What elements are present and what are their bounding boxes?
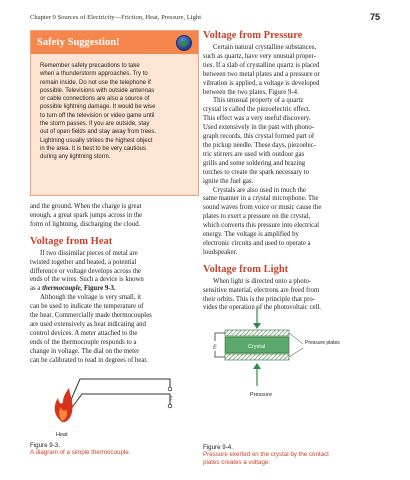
safety-line: to turn off the television or video game until	[40, 112, 155, 119]
safety-line: remain inside. Do not use the telephone if	[40, 79, 151, 86]
text-line: If two dissimilar pieces of metal are	[40, 249, 138, 257]
caption-text: A diagram of a simple thermocouple.	[30, 449, 131, 456]
safety-line: during any lightning storm.	[40, 154, 111, 161]
text-line: ends of the thermocouple responds to a	[30, 338, 137, 346]
pressure-plate-top	[225, 330, 289, 336]
text-line: crystal is called the piezoelectric effect.	[203, 106, 311, 114]
caption-label: Figure 9-3.	[30, 442, 60, 449]
safety-line: or cable connections are also a source of	[40, 96, 150, 103]
text-line: electronic circuits and used to operate a	[203, 239, 311, 247]
text-line: are used extensively as heat indicating and	[30, 320, 146, 328]
text-line: Although the voltage is very small, it	[40, 294, 141, 302]
safety-line: Remember safety precautions to take	[40, 63, 140, 69]
caption-text: plates creates a voltage.	[203, 458, 271, 466]
terminal-top	[168, 387, 172, 391]
text-line: control devices. A meter attached to the	[30, 329, 138, 337]
text-line: the heat. Commercially made thermocouples	[30, 312, 152, 320]
text-line: and the ground. When the charge is great	[30, 203, 142, 210]
figure-9-3	[30, 294, 200, 462]
callout-line-top	[289, 333, 303, 344]
label-e: E	[169, 396, 173, 402]
text-line: twisted together and heated, a potential	[30, 258, 137, 266]
safety-title: Safety Suggestion!	[31, 31, 198, 54]
figure-reference: Figure 9-3.	[82, 285, 116, 293]
label-e: E	[213, 344, 217, 351]
heading-voltage-from-heat: Voltage from Heat	[30, 235, 113, 247]
text-line: difference or voltage develops across the	[30, 267, 142, 275]
figure-9-4	[203, 296, 383, 466]
caption-label: Figure 9-4.	[203, 444, 233, 451]
caption-text: Pressure exerted on the crystal by the contact	[203, 451, 329, 458]
safety-line: possible. Televisions with outside antennas	[40, 87, 155, 94]
text-line: between two metal plates and a pressure or	[203, 70, 320, 78]
text-line: graph records, this crystal formed part of	[203, 133, 315, 141]
safety-line: when a thunderstorm approaches. Try to	[40, 71, 148, 78]
label-heat: Heat	[56, 432, 68, 438]
globe-icon	[176, 35, 192, 51]
arrow-down-icon	[253, 323, 261, 329]
text-line: Crystals are also used in much the	[213, 186, 306, 194]
paragraph-microphone	[203, 187, 383, 258]
paragraph-piezoelectric	[203, 97, 383, 186]
text-line: tric stirrers are used with outdoor gas	[203, 150, 305, 158]
safety-line: the storm passes. If you are outside, stay	[40, 121, 150, 128]
label-pressure-plates	[305, 340, 340, 346]
safety-text	[31, 54, 198, 162]
text-line: same manner in a crystal microphone. The	[203, 195, 319, 203]
text-line: ignite the fuel gas.	[203, 177, 254, 185]
text-line: change in voltage. The dial on the meter	[30, 347, 140, 355]
text-line: form of lightning, discharging the cloud.	[30, 220, 141, 228]
text-line: such as quartz, have very unusual proper-	[203, 52, 316, 60]
label-pressure: Pressure	[250, 392, 273, 398]
term-thermocouple: thermocouple,	[42, 285, 83, 293]
paragraph-quartz	[203, 44, 383, 97]
text-line: can be used to indicate the temperature of	[30, 303, 144, 311]
wire-top	[215, 333, 225, 341]
figure-9-4-caption	[203, 444, 329, 466]
text-line: vibration is applied, a voltage is developed	[203, 79, 320, 87]
text-fragment: as a	[30, 285, 43, 293]
safety-line: in the area. It is best to be very cautious	[40, 145, 147, 152]
text-line: Certain natural crystalline substances,	[213, 44, 317, 51]
callout-line-bottom	[289, 348, 303, 357]
text-line: energy. The voltage is amplified by	[203, 231, 299, 239]
text-line: ties. If a slab of crystalline quartz is placed	[203, 61, 320, 69]
label-crystal: Crystal	[248, 344, 266, 350]
terminal-bottom	[168, 404, 172, 408]
text-line: enough, a great spark jumps across in the	[30, 211, 143, 219]
arrow-up-icon	[253, 363, 261, 369]
pressure-plate-bottom	[225, 354, 289, 360]
text-line: When light is directed onto a photo-	[213, 277, 312, 285]
text-line: This unusual property of a quartz	[213, 97, 304, 105]
safety-suggestion-box	[30, 30, 199, 196]
safety-line: out of open fields and stay away from trees.	[40, 129, 157, 136]
piezoelectric-diagram	[203, 296, 383, 446]
safety-line: Lightning usually strikes the highest object	[40, 137, 153, 144]
paragraph-lightning	[30, 203, 200, 230]
text-line	[30, 285, 200, 294]
wire-top	[62, 379, 170, 421]
safety-line: possible lightning damage. It would be wise	[40, 104, 156, 111]
thermocouple-diagram	[30, 294, 200, 444]
wire-bottom	[215, 351, 225, 357]
text-line: ends of the wires. Such a device is known	[30, 276, 144, 284]
text-line: grills and some soldering and brazing	[203, 159, 306, 167]
text-line: vides the operation of the photovoltaic cell.	[203, 304, 321, 312]
text-line: sound waves from voice or music cause the	[203, 204, 322, 212]
label-pressure-plates-text: Pressure plates	[305, 340, 340, 346]
text-line: loudspeaker.	[203, 248, 238, 256]
text-line: can be calibrated to read in degrees of heat.	[30, 356, 148, 364]
text-line: their orbits. This is the principle that pro-	[203, 295, 316, 303]
text-line: the pickup needle. These days, piezoelec-	[203, 141, 316, 149]
text-line: plates to exert a pressure on the crystal,	[203, 213, 311, 221]
text-line: torches to create the spark necessary to	[203, 168, 310, 176]
text-line: which converts this pressure into electrical	[203, 222, 320, 230]
wire-bottom	[62, 394, 170, 421]
text-line: Used extensively in the past with phono-	[203, 124, 314, 132]
paragraph-thermocouple	[30, 250, 200, 295]
flame-icon	[55, 388, 73, 422]
text-line: This effect was a very useful discovery.	[203, 115, 311, 123]
text-line: between the two plates, Figure 9-4.	[203, 88, 299, 96]
figure-9-3-caption	[30, 442, 130, 457]
heading-voltage-from-pressure: Voltage from Pressure	[203, 30, 303, 41]
page-number: 75	[369, 12, 380, 22]
heading-voltage-from-light: Voltage from Light	[203, 263, 289, 275]
running-head: Chapter 9 Sources of Electricity—Friction, Heat, Pressure, Light	[30, 14, 202, 21]
text-line: sensitive material, electrons are freed from	[203, 286, 320, 294]
right-column	[203, 30, 383, 313]
